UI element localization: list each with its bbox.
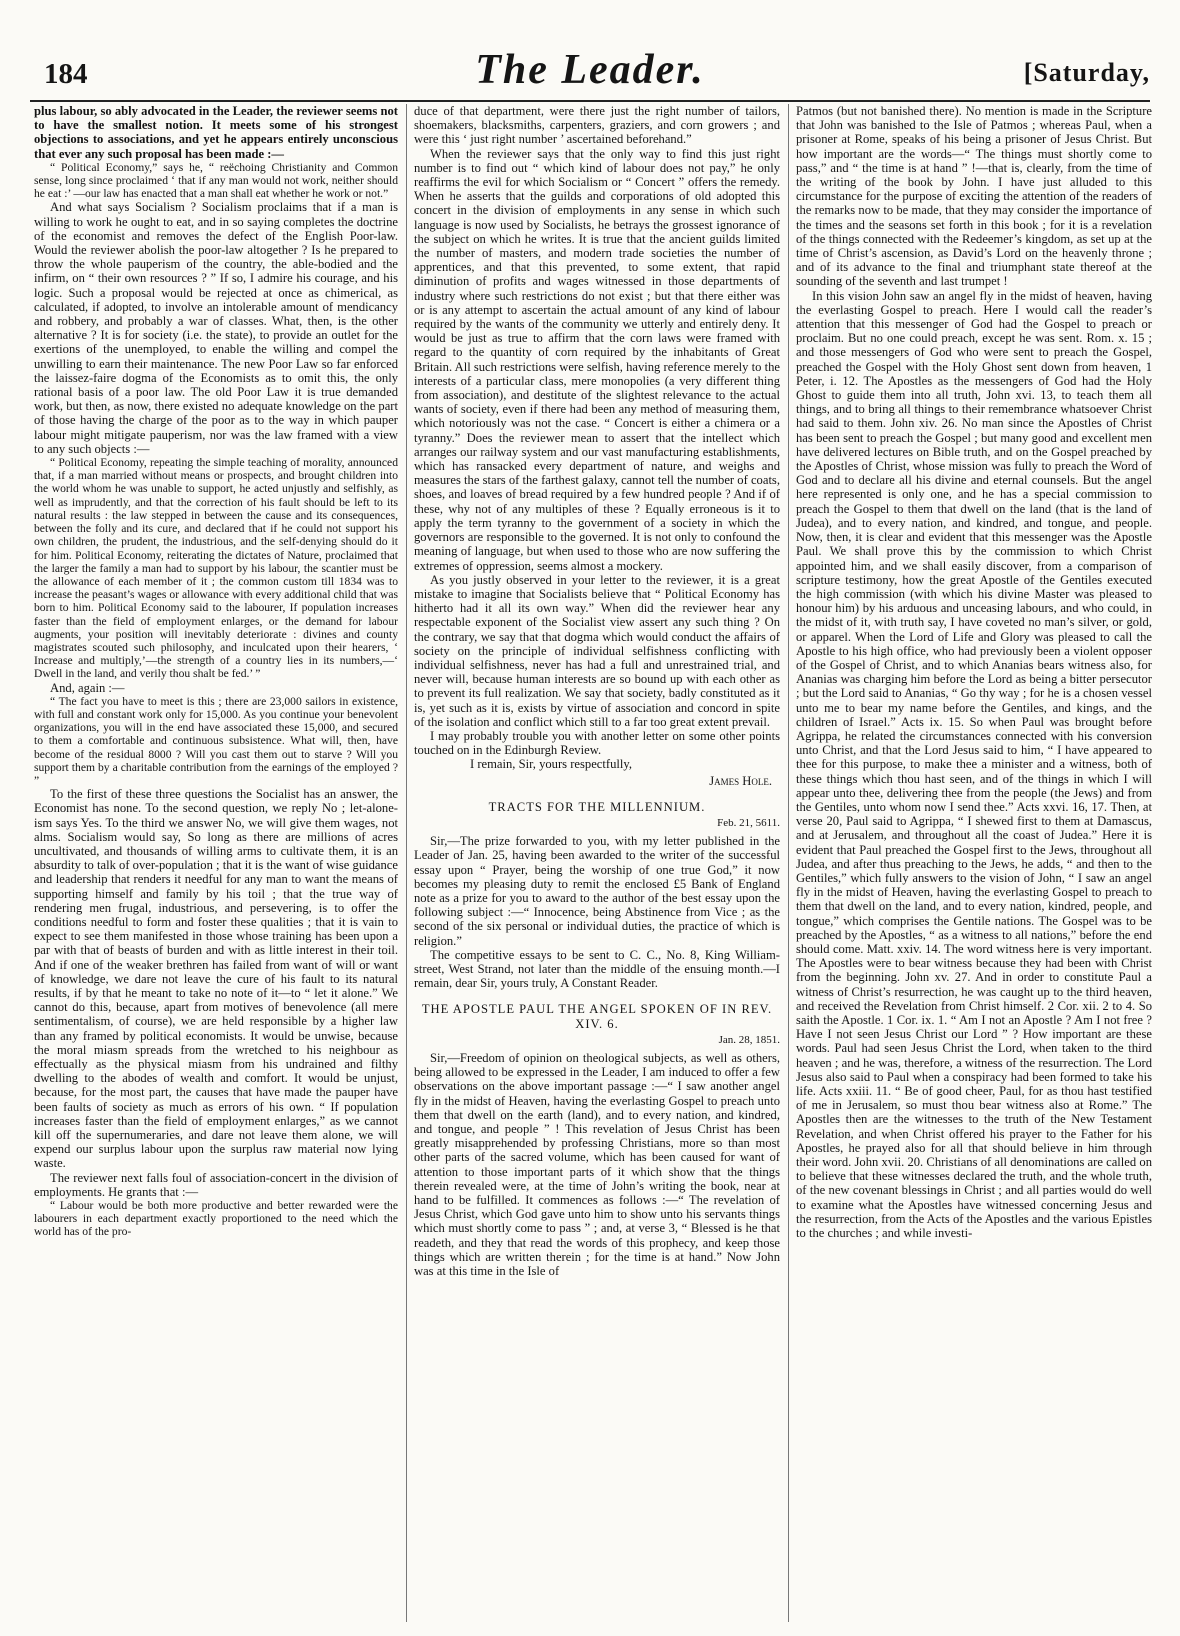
newspaper-title: The Leader. [475, 47, 705, 93]
quotation: “ Political Economy, repeating the simple teaching of morality, announced that, if a man married without means or prospects, and brought children into the world whom he was unable to support, he acted unjustly and selfishly, as well as imprudently, and that the correction of his fault should be left to its natural results : the law stepped in between the cause and its consequences, between the folly and its cure, and declared that if he could not support his own children, the prudent, the industrious, and the self-denying should do it for him. Political Economy, reiterating the dictates of Nature, proclaimed that the larger the family a man had to support by his labour, the scantier must be the allowance of each member of it ; the common custom till 1834 was to increase the peasant’s wages or allowance with every additional child that was born to him. Political Economy said to the labourer, If population increases faster than the field of employment enlarges, or the demand for labour augments, your position will inevitably deteriorate : divines and county magistrates scouted such philosophy, and inculcated upon their hearers, ‘ Increase and multiply,’—the strength of a country lies in its numbers,—‘ Dwell in the land, and verily thou shalt be fed.’ ” [34, 456, 398, 681]
dateline: Feb. 21, 5611. [717, 816, 780, 829]
masthead [30, 38, 1150, 102]
column-rule [788, 104, 789, 1622]
quotation: “ The fact you have to meet is this ; there are 23,000 sailors in existence, with full and constant work only for 15,000. As you continue your benevolent organizations, you will in the end have associated these 15,000, and secured to them a comfortable and continuous subsistence. What will, then, have become of the residual 8000 ? Will you cast them out to starve ? Will you support them by a charitable contribution from the earnings of the employed ? ” [34, 694, 398, 787]
paragraph: Sir,—Freedom of opinion on theological subjects, as well as others, being allowed to be expressed in the Leader, I am induced to offer a few observations on the above important passage :—“ I saw another angel fly in the midst of Heaven, having the everlasting Gospel to preach unto them that dwell on the earth (land), and to every nation, and kindred, and tongue, and people ” ! This revelation of Jesus Christ has been greatly misapprehended by professing Christians, more so than most other parts of the sacred volume, which has been caused for want of attention to those important parts of it which show that the things therein revealed were, at the time of John’s writing the book, near at hand to be fulfilled. It commences as follows :—“ The revelation of Jesus Christ, which God gave unto him to show unto his servants things which must shortly come to pass ” ; and, at verse 3, “ Blessed is he that readeth, and they that read the words of this prophecy, and keep those things which are written therein ; for the time is at hand.” Now John was at this time in the Isle of [414, 1051, 780, 1279]
column-rule [406, 104, 407, 1622]
paragraph: I may probably trouble you with another letter on some other points touched on in the Edinburgh Review. [414, 728, 780, 758]
paragraph: In this vision John saw an angel fly in the midst of heaven, having the everlasting Gospel to preach. Here I would call the reader’s attention that this messenger of God had the Gospel to preach or proclaim. But no one could preach, except he was sent. Rom. x. 15 ; and those messengers of God who were sent to preach the Gospel, preached the Gospel with the Holy Ghost sent down from heaven, 1 Peter, i. 12. The Apostles as the messengers of God had the Holy Ghost to guide them into all truth, John xvi. 13, to teach them all things, and to bring all things to their remembrance whatsoever Christ had said to them. John xiv. 26. No man since the Apostles of Christ has been sent to preach the Gospel ; but many good and excellent men have delivered lectures on Bible truth, and on the Gospel preached by the Apostles of Christ, whose mission was fully to preach the Word of God and to declare all his divine and eternal counsels. But the angel here represented is only one, and he has a special commission to preach the Gospel to them that dwell on the land (that is the land of Judea), and to every nation, and kindred, and tongue, and people. Now, then, it is clear and evident that this messenger was the Apostle Paul. We shall prove this by the commission to which Christ appointed him, and we shall easily discover, from a comparison of scripture testimony, how the great Apostle of the Gentiles executed the high commission (with which his divine Master was pleased to honour him) by his arduous and unceasing labours, and who could, in the midst of it, with truth say, I have coveted no man’s silver, or gold, or apparel. When the Lord of Life and Glory was pleased to call the Apostle to his high office, who had previously been a violent opposer of the Gospel of Christ, and to which Ananias bears witness also, for Ananias was charging him before the Lord as being a bitter persecutor ; but the Lord said to Ananias, “ Go thy way ; for he is a chosen vessel unto me to bear my name before the Gentiles, and kings, and the children of Israel.” Acts ix. 15. So when Paul was brought before Agrippa, he related the circumstances connected with his conversion unto Christ, and that the Lord Jesus said to him, “ I have appeared to thee for this purpose, to make thee a minister and a witness, both of these things which thou hast seen, and of the things in which I will appear unto thee, delivering thee from the people (the Jews) and from the Gentiles, unto whom now I send thee.” Acts xxvi. 16, 17. Then, at verse 20, Paul said to Agrippa, “ I shewed first to them at Damascus, and at Jerusalem, and throughout all the coast of Judea.” Here it is evident that Paul preached the Gospel first to the Jews, throughout all Judea, and after thus preaching to the Jews, he adds, “ and then to the Gentiles,” which fully answers to the vision of John, “ I saw an angel fly in the midst of Heaven, having the everlasting Gospel to preach to them that dwell on the land, and to every nation, kindred, people, and tongue,” which comprises the Gentile nations. The Gospel was to be preached by the Apostles, “ as a witness to all nations,” before the end should come. Matt. xxiv. 14. The word witness here is very important. The Apostles were to bear witness because they had been with Christ from the beginning. John xv. 27. And in order to constitute Paul a witness of Christ’s resurrection, he was caught up to the third heaven, and received the Revelation from Christ himself. 2 Cor. xii. 2 to 4. So saith the Apostle. 1 Cor. ix. 1. “ Am I not an Apostle ? Am I not free ? Have I not seen Jesus Christ our Lord ” ? How important are these words. Paul had seen Jesus Christ the Lord, when taken to the third heaven ; and he was, therefore, a witness of the resurrection. The Lord Jesus also said to Paul when a conspiracy had been formed to take his life. Acts xxiii. 11. “ Be of good cheer, Paul, for as thou hast testified of me in Jerusalem, so must thou bear witness also at Rome.” The Apostles then are the witnesses to the truth of the New Testament Revelation, and when Christ offered his prayer to the Father for his Apostles, he prayed also for all that should believe in him through their word. John xvii. 20. Christians of all denominations are called on to believe that these witnesses declared the truth, and the whole truth, of the new covenant blessings in Christ ; and all parties would do well to examine what the Apostles have witnessed concerning Jesus and the resurrection, from the Acts of the Apostles and the various Epistles to the churches ; and while investi- [796, 288, 1152, 1241]
paragraph: The competitive essays to be sent to C. C., No. 8, King William-street, West Strand, not later than the middle of the ensuing month.—I remain, dear Sir, yours truly, A Constant Reader. [414, 947, 780, 991]
page-number: 184 [44, 58, 88, 90]
paragraph: duce of that department, were there just the right number of tailors, shoemakers, blacksmiths, carpenters, graziers, and corn growers ; and were this ‘ just right number ’ ascertained beforehand.” [414, 104, 780, 147]
column-1 [34, 104, 398, 1624]
article-headline: TRACTS FOR THE MILLENNIUM. [488, 799, 706, 814]
column-3 [796, 104, 1152, 1624]
quotation: “ Labour would be both more productive and better rewarded were the labourers in each department exactly proportioned to the need which the world has of the pro- [34, 1199, 398, 1239]
paragraph: To the first of these three questions the Socialist has an answer, the Economist has none. To the second question, we reply No ; let-alone-ism says Yes. To the third we answer No, we will give them wages, not alms. Socialism would say, So long as there are millions of acres uncultivated, and thousands of willing arms to cultivate them, it is an absurdity to talk of over-population ; that it is the want of wise guidance and leadership that renders it needful for any man to want the means of supporting himself and family by his toil ; that the true way of rendering men frugal, industrious, and persevering, is to offer the conditions needful to form and foster these qualities ; that it is vain to expect to see them manifested in those whose training has been upon a par with that of beasts of burden and with as little interest in their toil. And if one of the weaker brethren has failed from want of will or want of knowledge, we dare not leave the cure of his fault to its natural results, if by that he meant to take no note of it—to “ let it alone.” We cannot do this, because, apart from motives of benevolence (all mere sentimentalism, of course), we are held responsible by a higher law than any framed by political economists. It would be unwise, because the moral miasm spreads from the wretched to his neighbour as effectually as the physical miasm from his undrained and filthy dwelling to the abodes of wealth and comfort. It would be unjust, because, for the most part, the causes that have made the pauper have been faults of society as much as errors of his own. “ If population increases faster than the field of employment enlarges,” as we cannot kill off the supernumeraries, and dare not leave them alone, we will expend our surplus labour upon the surplus raw material now lying waste. [34, 787, 398, 1171]
closing: I remain, Sir, yours respectfully, [470, 757, 633, 772]
paragraph: As you justly observed in your letter to the reviewer, it is a great mistake to imagine that Socialists believe that “ Political Economy has hitherto had it all its own way.” When did the reviewer hear any respectable exponent of the Socialist view assert any such thing ? On the contrary, we say that that dogma which would conduct the affairs of society on the principle of individual selfishness conflicting with individual selfishness, never has had a full and unrestrained trial, and never will, because human interests are so bound up with each other as to prevent its full realization. We say that society, badly constituted as it is, yet such as it is, exists by virtue of association and concord in spite of the isolation and conflict which still to a far too great extent prevail. [414, 572, 780, 729]
quotation: “ Political Economy,” says he, “ reëchoing Christianity and Common sense, long since proclaimed ‘ that if any man would not work, neither should he eat :’ —our law has enacted that a man shall eat whether he work or not.” [34, 160, 398, 201]
article-headline: THE APOSTLE PAUL THE ANGEL SPOKEN OF IN REV. XIV. 6. [421, 1002, 773, 1031]
paragraph: And, again :— [50, 680, 125, 695]
paragraph: Sir,—The prize forwarded to you, with my letter published in the Leader of Jan. 25, having been awarded to the writer of the successful essay upon “ Prayer, being the worship of one true God,” it now becomes my pleasing duty to remit the enclosed £5 Bank of England note as a prize for you to award to the author of the best essay upon the following subject :—“ Innocence, being Abstinence from Vice ; as the second of the six personal or individual duties, the practice of which is religion.” [414, 834, 780, 948]
dateline: Jan. 28, 1851. [718, 1033, 780, 1046]
paragraph: When the reviewer says that the only way to find this just right number is to find out “ which kind of labour does not pay,” he only reaffirms the evil for which Socialism or “ Concert ” offers the remedy. When he asserts that the guilds and corporations of old adopted this concert in the division of employments in any sense in which such language is now used by Socialists, he betrays the grossest ignorance of the subject on which he writes. It is true that the ancient guilds limited the number of masters, and modern trade societies the number of apprentices, and that this prevented, to some extent, that rapid diminution of profits and wages witnessed in those departments of industry where such restrictions do not exist ; but that there either was or is any attempt to ascertain the actual amount of any kind of labour required by the wants of the community we utterly and entirely deny. It would be just as true to affirm that the corn laws were framed with regard to the quantity of corn required by the inhabitants of Great Britain. All such restrictions were selfish, having reference merely to the interests of a particular class, mere monopolies (a very different thing from association), and destitute of the slightest relevance to the actual wants of society, even if there had been any method of measuring them, which notoriously was not the case. “ Concert is either a chimera or a tyranny.” Does the reviewer mean to assert that the intellect which arranges our railway system and our vast manufacturing establishments, which has ransacked every department of nature, and weighs and measures the stars of the farthest galaxy, cannot tell the number of coats, shoes, and loaves of bread required by a few hundred people ? And if of these, why not of any multiples of these ? Equally erroneous is it to apply the term tyranny to the government of a society in which the governors are responsible to the governed. It is not only to confound the meaning of language, but when used to those who are now suffering the extremes of oppression, seems almost a mockery. [414, 146, 780, 573]
issue-day: [Saturday, [1023, 58, 1150, 87]
paragraph: plus labour, so ably advocated in the Leader, the reviewer seems not to have the smallest notion. It meets some of his strongest objections to associations, and yet he appears entirely unconscious that ever any such proposal has been made :— [34, 104, 398, 161]
paragraph: And what says Socialism ? Socialism proclaims that if a man is willing to work he ought to eat, and in so saying completes the doctrine of the economist and removes the defect of the English Poor-law. Would the reviewer abolish the poor-law altogether ? Is he prepared to throw the whole pauperism of the country, the able-bodied and the infirm, on “ their own resources ? ” If so, I admire his courage, and his logic. Such a proposal would be rejected at once as chimerical, as calculated, if adopted, to involve an intolerable amount of mendicancy and robbery, and probably a war of classes. What, then, is the other alternative ? It is for society (i.e. the state), to provide an outlet for the exertions of the unemployed, to enable the willing and compel the unwilling to earn their maintenance. The new Poor Law so far enforced the laissez-faire dogma of the Economists as to omit this, the only rational basis of a poor law. The old Poor Law it is true demanded work, but then, as now, there existed no adequate knowledge on the part of those having the charge of the poor as to the way in which pauper labour might mitigate pauperism, nor was the law framed with a view to any such objects :— [34, 200, 398, 456]
signature: James Hole. [709, 773, 772, 788]
column-2 [414, 104, 780, 1624]
paragraph: The reviewer next falls foul of association-concert in the division of employments. He grants that :— [34, 1170, 398, 1199]
paragraph: Patmos (but not banished there). No mention is made in the Scripture that John was banished to the Isle of Patmos ; whereas Paul, when a prisoner at Rome, speaks of his being a prisoner of Jesus Christ. But how important are the words—“ The things must shortly come to pass,” and “ the time is at hand ” !—that is, clearly, from the time of the writing of the book by John. I have just alluded to this circumstance for the purpose of exciting the attention of the readers of the remarks now to be made, that they may consider the importance of the times and the seasons set forth in this book ; for it is a revelation of the things connected with the Redeemer’s kingdom, as set up at the time of Christ’s ascension, as David’s Lord on the heavenly throne ; and of its advance to the final and triumphant state thereof at the sounding of the seventh and last trumpet ! [796, 104, 1152, 289]
